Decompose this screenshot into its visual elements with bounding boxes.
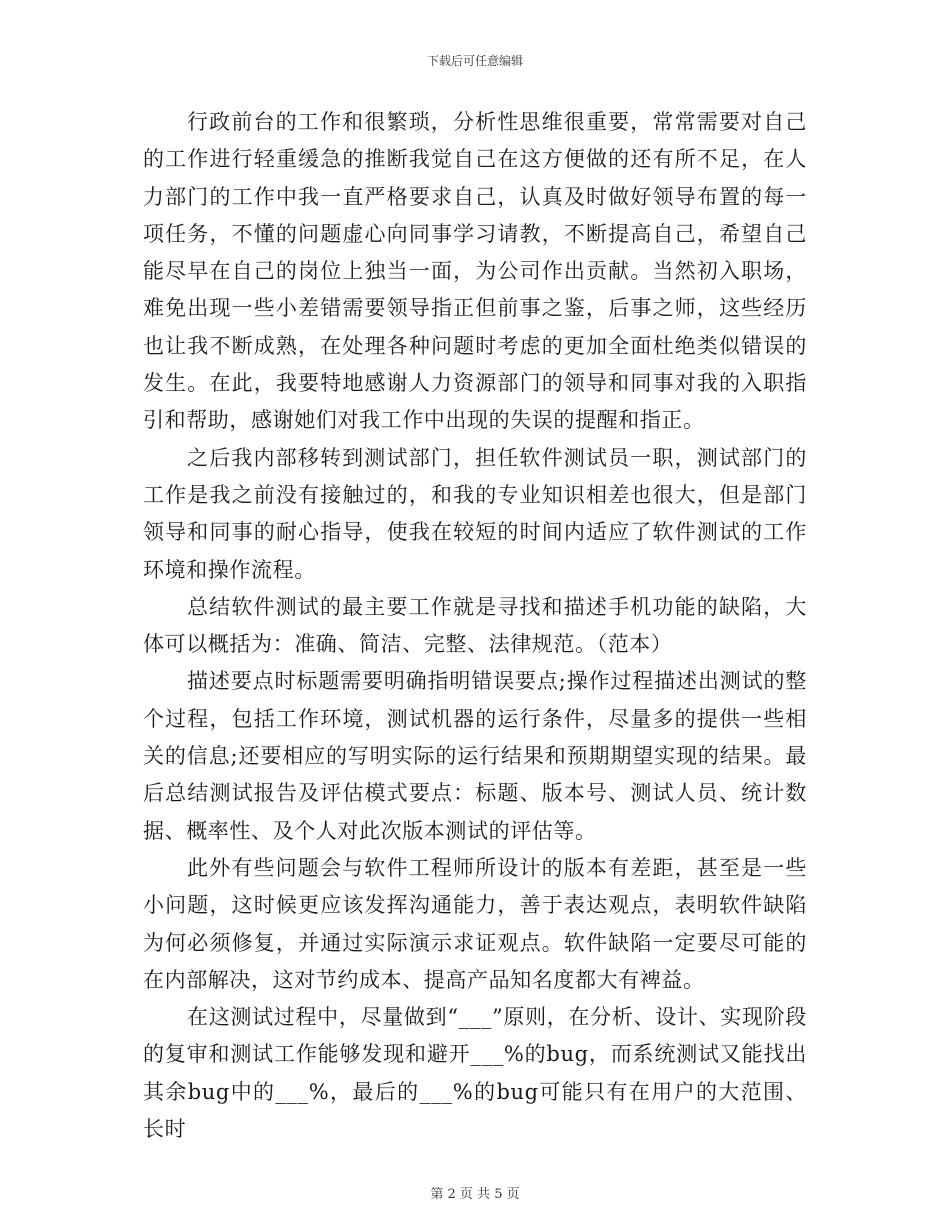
paragraph-2: 之后我内部移转到测试部门，担任软件测试员一职，测试部门的工作是我之前没有接触过的，和我的专业知识相差也很大，但是部门领导和同事的耐心指导，使我在较短的时间内适应了软件测试的工作环境和操作流程。 (143, 445, 807, 582)
paragraph-5: 此外有些问题会与软件工程师所设计的版本有差距，甚至是一些小问题，这时候更应该发挥沟通能力，善于表达观点，表明软件缺陷为何必须修复，并通过实际演示求证观点。软件缺陷一定要尽可能的在内部解决，这对节约成本、提高产品知名度都大有裨益。 (143, 855, 807, 992)
paragraph-1: 行政前台的工作和很繁琐，分析性思维很重要，常常需要对自己的工作进行轻重缓急的推断我觉自己在这方便做的还有所不足，在人力部门的工作中我一直严格要求自己，认真及时做好领导布置的每一项任务，不懂的问题虚心向同事学习请教，不断提高自己，希望自己能尽早在自己的岗位上独当一面，为公司作出贡献。当然初入职场，难免出现一些小差错需要领导指正但前事之鉴，后事之师，这些经历也让我不断成熟，在处理各种问题时考虑的更加全面杜绝类似错误的发生。在此，我要特地感谢人力资源部门的领导和同事对我的入职指引和帮助，感谢她们对我工作中出现的失误的提醒和指正。 (143, 110, 807, 433)
document-body (143, 104, 807, 1148)
paragraph-4: 描述要点时标题需要明确指明错误要点;操作过程描述出测试的整个过程，包括工作环境，测试机器的运行条件，尽量多的提供一些相关的信息;还要相应的写明实际的运行结果和预期期望实现的结果。最后总结测试报告及评估模式要点：标题、版本号、测试人员、统计数据、概率性、及个人对此次版本测试的评估等。 (143, 669, 807, 843)
page-header: 下载后可任意编辑 (426, 54, 523, 68)
page-number: 第 2 页 共 5 页 (430, 1187, 520, 1202)
paragraph-6: 在这测试过程中，尽量做到“___”原则，在分析、设计、实现阶段的复审和测试工作能够发现和避开___%的bug，而系统测试又能找出其余bug中的___%，最后的___%的bug可能只有在用户的大范围、长时 (143, 1005, 807, 1142)
paragraph-3: 总结软件测试的最主要工作就是寻找和描述手机功能的缺陷，大体可以概括为：准确、简洁、完整、法律规范。（范本） (143, 594, 807, 657)
